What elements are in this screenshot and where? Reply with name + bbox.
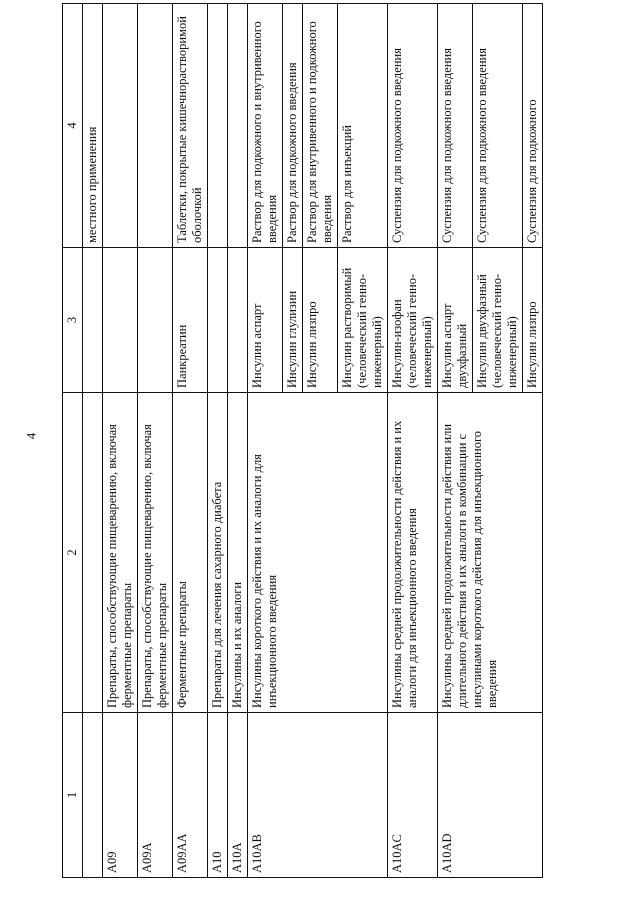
drug-cell: Инсулин растворимый (человеческий генно-инженерный) [338, 248, 388, 393]
table-row [103, 4, 138, 878]
form-cell: Раствор для подкожного введения [283, 4, 303, 248]
drug-cell: Инсулин аспарт двухфазный [438, 248, 473, 393]
form-cell: Раствор для инъекций [338, 4, 388, 248]
drug-cell: Инсулин глулизин [283, 248, 303, 393]
drug-cell [208, 248, 228, 393]
header-cell: 3 [63, 248, 83, 393]
group-cell: Инсулины средней продолжительности действия или длительного действия и их аналоги в комбинации с инсулинами короткого действия для инъекционного введения [438, 393, 543, 713]
table-row [228, 4, 248, 878]
drug-cell: Инсулин лизпро [523, 248, 543, 393]
header-cell: 1 [63, 713, 83, 878]
code-cell: A10AB [248, 713, 388, 878]
drug-table [62, 3, 543, 878]
table-row [83, 4, 103, 878]
group-cell: Препараты для лечения сахарного диабета [208, 393, 228, 713]
group-cell: Инсулины короткого действия и их аналоги для инъекционного введения [248, 393, 388, 713]
code-cell: A09AA [173, 713, 208, 878]
header-row [63, 4, 83, 878]
header-cell: 4 [63, 4, 83, 248]
form-cell: Суспензия для подкожного введения [438, 4, 473, 248]
drug-cell [83, 248, 103, 393]
form-cell: Суспензия для подкожного введения [473, 4, 523, 248]
form-cell [103, 4, 138, 248]
form-cell: Таблетки, покрытые кишечнорастворимой оболочкой [173, 4, 208, 248]
drug-cell: Панкреатин [173, 248, 208, 393]
drug-cell: Инсулин лизпро [303, 248, 338, 393]
form-cell: Суспензия для подкожного [523, 4, 543, 248]
table-row [173, 4, 208, 878]
code-cell: A10 [208, 713, 228, 878]
group-cell: Препараты, способствующие пищеварению, включая ферментные препараты [103, 393, 138, 713]
drug-cell: Инсулин-изофан (человеческий генно-инженерный) [388, 248, 438, 393]
form-cell: Раствор для подкожного и внутривенного введения [248, 4, 283, 248]
drug-cell [138, 248, 173, 393]
table-row [438, 4, 473, 878]
code-cell: A09A [138, 713, 173, 878]
group-cell: Ферментные препараты [173, 393, 208, 713]
form-cell: Суспензия для подкожного введения [388, 4, 438, 248]
page-number: 4 [23, 432, 39, 440]
group-cell: Инсулины средней продолжительности действия и их аналоги для инъекционного введения [388, 393, 438, 713]
code-cell: A10A [228, 713, 248, 878]
table-row [208, 4, 228, 878]
code-cell: A10AC [388, 713, 438, 878]
group-cell: Препараты, способствующие пищеварению, включая ферментные препараты [138, 393, 173, 713]
form-cell [138, 4, 173, 248]
code-cell: A09 [103, 713, 138, 878]
form-cell: местного применения [83, 4, 103, 248]
drug-cell [103, 248, 138, 393]
table-row [248, 4, 283, 878]
code-cell: A10AD [438, 713, 543, 878]
table-row [138, 4, 173, 878]
drug-cell: Инсулин двухфазный (человеческий генно-инженерный) [473, 248, 523, 393]
drug-cell [228, 248, 248, 393]
group-cell: Инсулины и их аналоги [228, 393, 248, 713]
drug-cell: Инсулин аспарт [248, 248, 283, 393]
header-cell: 2 [63, 393, 83, 713]
form-cell [228, 4, 248, 248]
group-cell [83, 393, 103, 713]
form-cell [208, 4, 228, 248]
rotated-page [62, 4, 543, 878]
code-cell [83, 713, 103, 878]
form-cell: Раствор для внутривенного и подкожного введения [303, 4, 338, 248]
table-row [388, 4, 438, 878]
